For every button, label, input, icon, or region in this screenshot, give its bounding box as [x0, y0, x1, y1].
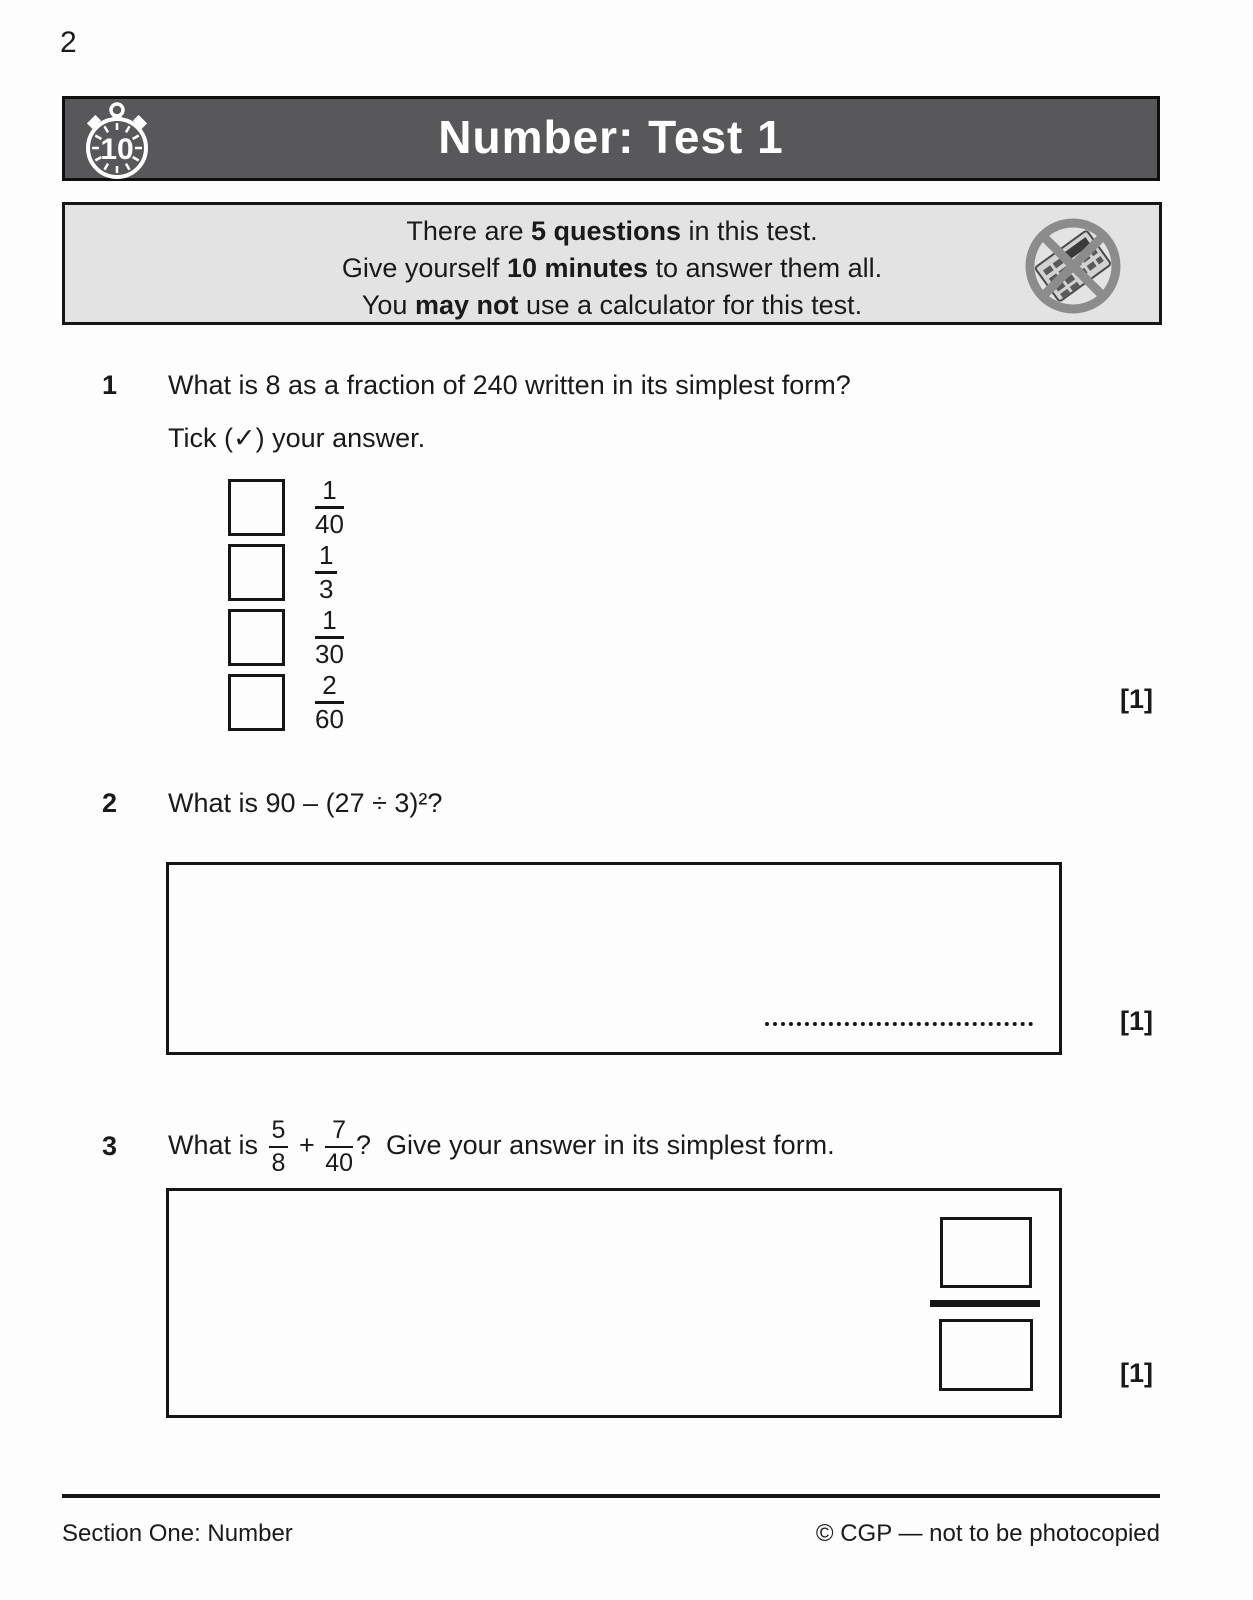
instruction-line-3: You may not use a calculator for this test. [361, 290, 863, 320]
option-fraction-2: $\frac{1}{3}$ [315, 542, 337, 604]
question-1-options [228, 474, 344, 734]
option-row [228, 604, 344, 669]
footer-divider [62, 1494, 1160, 1498]
question-1-tick-instruction: Tick (✓) your answer. [168, 423, 426, 453]
footer-section-label: Section One: Number [62, 1520, 293, 1547]
fraction-denominator-box[interactable] [939, 1319, 1033, 1391]
fraction-bar [930, 1300, 1040, 1307]
question-2-text: What is 90 – (27 ÷ 3)²? [168, 788, 443, 818]
question-2-marks: [1] [1120, 1006, 1153, 1036]
question-3-answer-box[interactable] [166, 1188, 1062, 1418]
question-2-answer-box[interactable] [166, 862, 1062, 1055]
test-instructions-box [62, 202, 1162, 325]
question-3-number: 3 [102, 1131, 118, 1161]
answer-checkbox-3[interactable] [228, 609, 285, 666]
question-3-marks: [1] [1120, 1358, 1153, 1388]
footer-copyright: © CGP — not to be photocopied [815, 1520, 1160, 1547]
option-row [228, 539, 344, 604]
page-number: 2 [60, 26, 77, 59]
answer-checkbox-4[interactable] [228, 674, 285, 731]
answer-dotted-line[interactable] [765, 1022, 1033, 1026]
option-fraction-3: $\frac{1}{30}$ [315, 604, 344, 669]
fraction-numerator-box[interactable] [940, 1217, 1032, 1288]
question-3-text: What is $\frac{5}{8}$ + $\frac{7}{40}$ ? Give your answer in its simplest form. [168, 1115, 835, 1177]
answer-checkbox-2[interactable] [228, 544, 285, 601]
question-1-number: 1 [102, 370, 118, 400]
inline-fraction-1: $\frac{5}{8}$ [269, 1118, 289, 1176]
no-calculator-icon [1021, 214, 1125, 318]
instruction-line-1: There are 5 questions in this test. [406, 216, 818, 246]
question-2-number: 2 [102, 788, 118, 818]
test-header-banner [62, 96, 1160, 181]
option-row [228, 474, 344, 539]
answer-checkbox-1[interactable] [228, 479, 285, 536]
option-fraction-4: $\frac{2}{60}$ [315, 669, 344, 734]
option-fraction-1: $\frac{1}{40}$ [315, 474, 344, 539]
question-1-text: What is 8 as a fraction of 240 written in its simplest form? [168, 370, 851, 400]
option-row [228, 669, 344, 734]
instruction-line-2: Give yourself 10 minutes to answer them all. [341, 253, 883, 283]
test-title: Number: Test 1 [438, 110, 784, 163]
question-1-marks: [1] [1120, 684, 1153, 714]
inline-fraction-2: $\frac{7}{40}$ [325, 1115, 354, 1177]
svg-text:10: 10 [100, 133, 134, 166]
